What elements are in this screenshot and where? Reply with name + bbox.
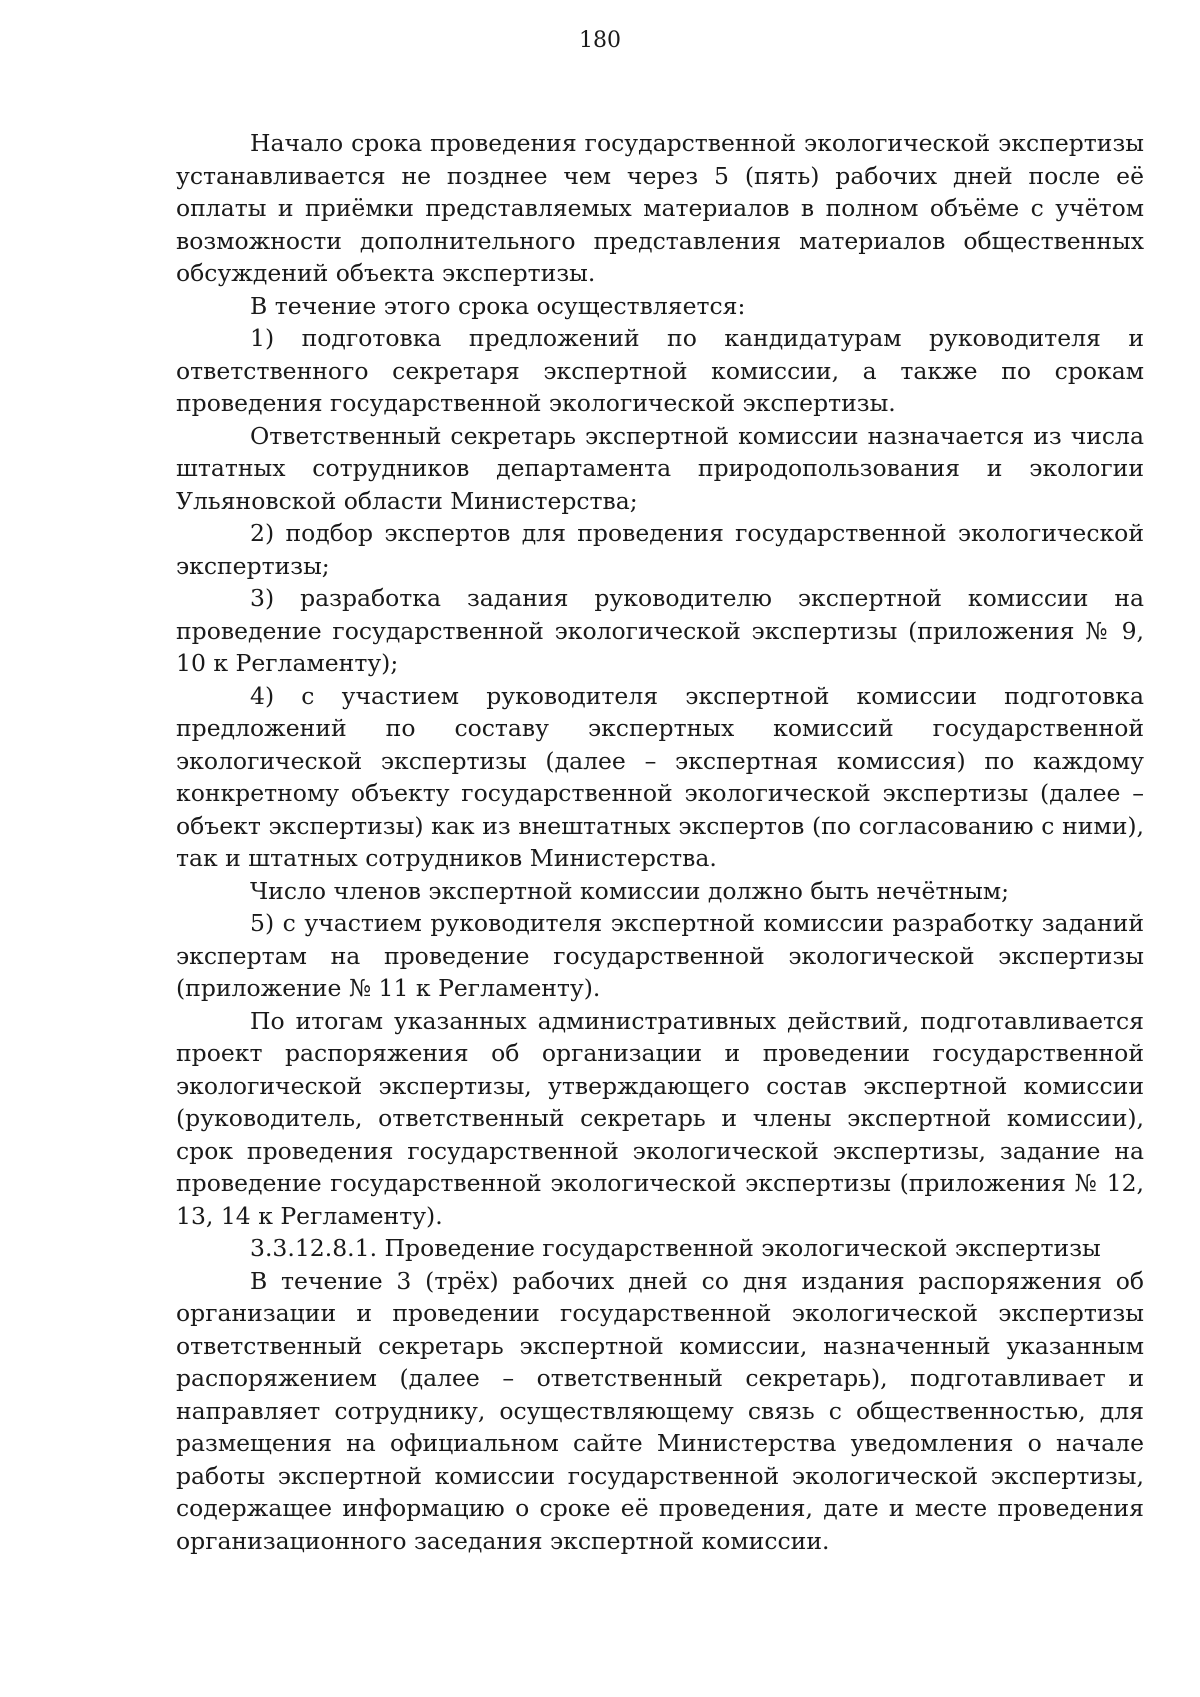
paragraph-item-3: 3) разработка задания руководителю экспертной комиссии на проведение государственной экологической экспертизы (приложения № 9, 10 к Регламенту); [176,584,1144,677]
paragraph-during-term: В течение этого срока осуществляется: [250,291,746,320]
page-number: 180 [579,28,621,53]
section-heading: 3.3.12.8.1. Проведение государственной экологической экспертизы [250,1234,1101,1262]
paragraph-item-4: 4) с участием руководителя экспертной комиссии подготовка предложений по составу экспертных комиссий государственной экологической экспертизы (далее – экспертная комиссия) по каждому конкретному объекту государственной экологической экспертизы (далее – объект экспертизы) как из внештатных экспертов (по согласованию с ними), так и штатных сотрудников Министерства. [176,681,1144,872]
paragraph-item-2: 2) подбор экспертов для проведения государственной экологической экспертизы; [176,519,1144,580]
paragraph-commission-members: Число членов экспертной комиссии должно быть нечётным; [250,876,1010,905]
paragraph-responsible-secretary: Ответственный секретарь экспертной комиссии назначается из числа штатных сотрудников департамента природопользования и экологии Ульяновской области Министерства; [176,421,1144,515]
paragraph-item-5: 5) с участием руководителя экспертной комиссии разработку заданий экспертам на проведение государственной экологической экспертизы (приложение № 11 к Регламенту). [176,909,1144,1002]
document-body [176,127,1144,1557]
paragraph-item-1: 1) подготовка предложений по кандидатурам руководителя и ответственного секретаря экспертной комиссии, а также по срокам проведения государственной экологической экспертизы. [176,324,1144,417]
paragraph-review-start-term: Начало срока проведения государственной экологической экспертизы устанавливается не позднее чем через 5 (пять) рабочих дней после её оплаты и приёмки представляемых материалов в полном объёме с учётом возможности дополнительного представления материалов общественных обсуждений объекта экспертизы. [176,129,1144,287]
paragraph-notification: В течение 3 (трёх) рабочих дней со дня издания распоряжения об организации и проведении государственной экологической экспертизы ответственный секретарь экспертной комиссии, назначенный указанным распоряжением (далее – ответственный секретарь), подготавливает и направляет сотруднику, осуществляющему связь с общественностью, для размещения на официальном сайте Министерства уведомления о начале работы экспертной комиссии государственной экологической экспертизы, содержащее информацию о сроке её проведения, дате и месте проведения организационного заседания экспертной комиссии. [176,1266,1144,1555]
paragraph-results: По итогам указанных административных действий, подготавливается проект распоряжения об организации и проведении государственной экологической экспертизы, утверждающего состав экспертной комиссии (руководитель, ответственный секретарь и члены экспертной комиссии), срок проведения государственной экологической экспертизы, задание на проведение государственной экологической экспертизы (приложения № 12, 13, 14 к Регламенту). [176,1006,1144,1230]
